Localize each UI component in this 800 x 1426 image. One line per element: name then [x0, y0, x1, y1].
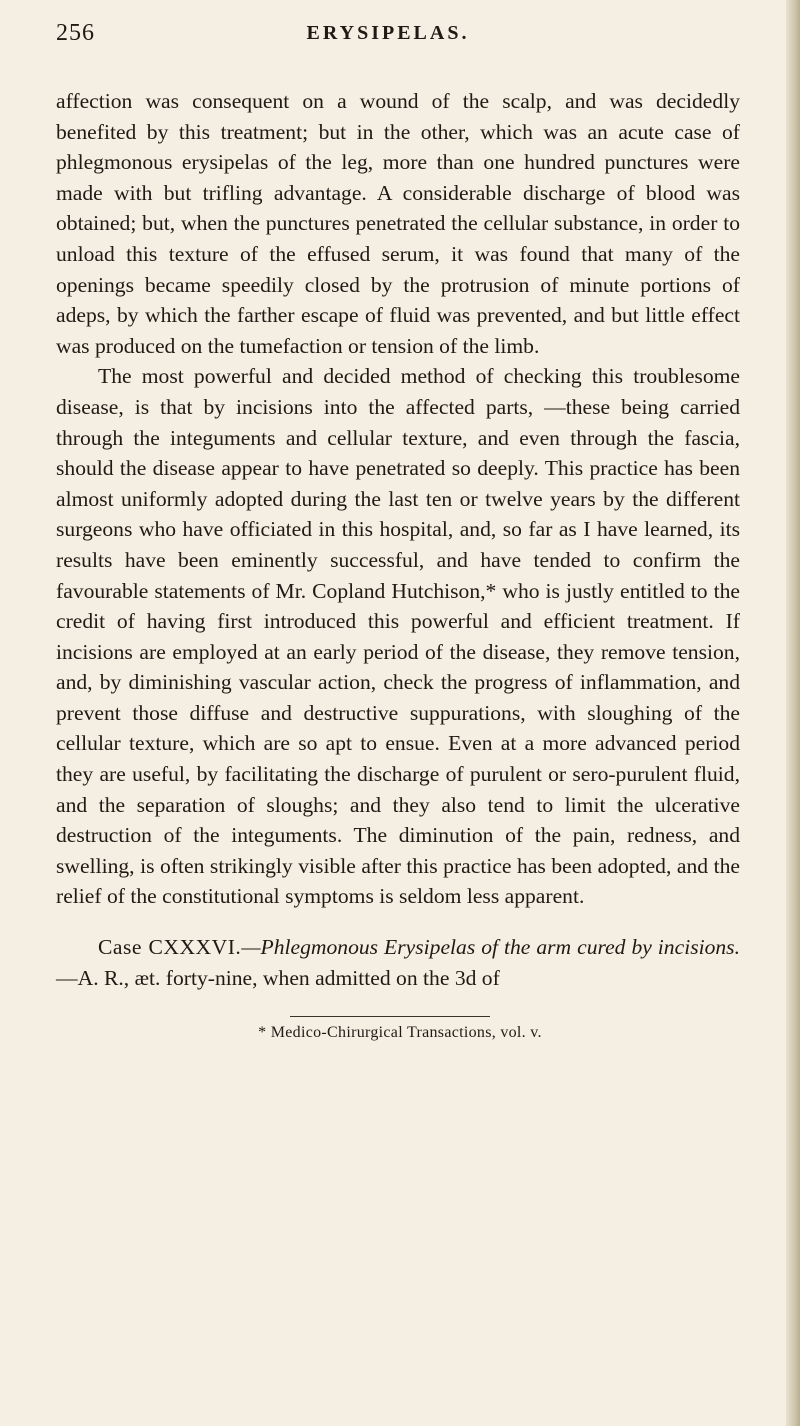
case-heading: [56, 932, 740, 993]
paragraph-incisions: The most powerful and decided method of checking this troublesome disease, is that by incisions into the affected parts, —these being carried through the integuments and cellular texture, and even through the fascia, should the disease appear to have penetrated so deeply. This practice has been almost uniformly adopted during the last ten or twelve years by the different surgeons who have officiated in this hospital, and, so far as I have learned, its results have been eminently successful, and have tended to confirm the favourable statements of Mr. Copland Hutchison,* who is justly entitled to the credit of having first introduced this powerful and efficient treatment. If incisions are employed at an early period of the disease, they remove tension, and, by diminishing vascular action, check the progress of inflammation, and prevent those diffuse and destructive suppurations, with sloughing of the cellular texture, which are so apt to ensue. Even at a more advanced period they are useful, by facilitating the discharge of purulent or sero-purulent fluid, and the separation of sloughs; and they also tend to limit the ulcerative destruction of the integuments. The diminution of the pain, redness, and swelling, is often strikingly visible after this practice has been adopted, and the relief of the constitutional symptoms is seldom less apparent.: [56, 364, 740, 909]
running-head: [56, 20, 720, 50]
case-label: Case CXXXVI.: [98, 935, 242, 960]
page-number: 256: [56, 20, 95, 46]
case-text: —A. R., æt. forty-nine, when admitted on the 3d of: [56, 965, 500, 990]
case-title: —Phlegmonous Erysipelas of the arm cured by incisions.: [241, 935, 740, 960]
footnote-rule: [290, 1016, 490, 1017]
page-edge: [786, 0, 800, 1426]
body-text: [56, 86, 740, 993]
paragraph-gap: [56, 912, 740, 932]
running-title: ERYSIPELAS.: [306, 22, 470, 44]
paragraph-continuation: affection was consequent on a wound of the scalp, and was decidedly benefited by this treatment; but in the other, which was an acute case of phlegmonous erysipelas of the leg, more than one hundred punctures were made with but trifling advantage. A considerable discharge of blood was obtained; but, when the punctures penetrated the cellular substance, in order to unload this texture of the effused serum, it was found that many of the openings became speedily closed by the protrusion of minute portions of adeps, by which the farther escape of fluid was prevented, and but little effect was produced on the tumefaction or tension of the limb.: [56, 89, 740, 358]
footnote: * Medico-Chirurgical Transactions, vol. v.: [258, 1024, 542, 1041]
